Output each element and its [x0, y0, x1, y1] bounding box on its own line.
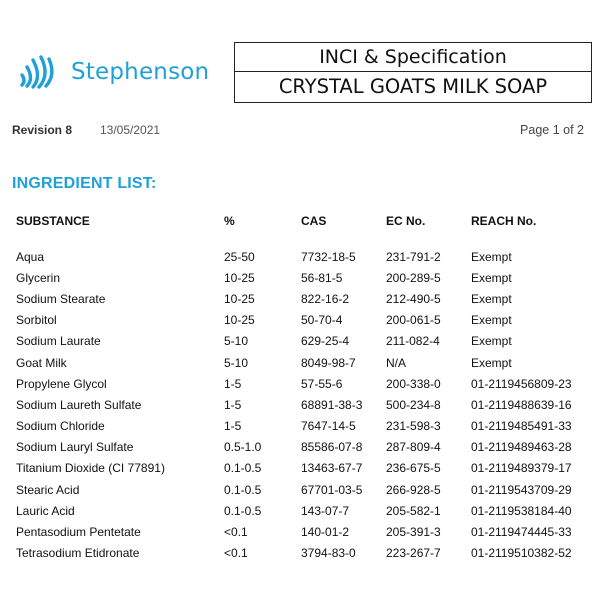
cell-substance: Tetrasodium Etidronate: [16, 546, 140, 561]
cell-ec-no: N/A: [386, 355, 407, 370]
cell-reach-no: 01-2119485491-33: [471, 419, 572, 434]
cell-percent: 1-5: [224, 376, 242, 391]
table-row: [16, 479, 591, 500]
cell-substance: Pentasodium Pentetate: [16, 525, 141, 540]
cell-ec-no: 223-267-7: [386, 546, 441, 561]
brand-name: Stephenson: [71, 59, 210, 85]
cell-reach-no: Exempt: [471, 270, 512, 285]
cell-reach-no: 01-2119488639-16: [471, 397, 572, 412]
table-header-row: [16, 214, 591, 236]
cell-substance: Sodium Chloride: [16, 419, 105, 434]
cell-percent: 0.1-0.5: [224, 461, 262, 476]
revision-date: 13/05/2021: [100, 123, 161, 137]
cell-percent: 5-10: [224, 334, 249, 349]
cell-substance: Titanium Dioxide (CI 77891): [16, 461, 165, 476]
column-header-cas: CAS: [301, 214, 327, 228]
cell-substance: Sodium Laurate: [16, 334, 101, 349]
cell-cas: 57-55-6: [301, 376, 343, 391]
cell-reach-no: Exempt: [471, 313, 512, 328]
cell-reach-no: Exempt: [471, 249, 512, 264]
ingredient-list-heading: INGREDIENT LIST:: [12, 175, 157, 192]
cell-percent: 10-25: [224, 291, 255, 306]
column-header-substance: SUBSTANCE: [16, 214, 90, 228]
cell-cas: 8049-98-7: [301, 355, 356, 370]
cell-cas: 822-16-2: [301, 291, 350, 306]
cell-substance: Sodium Lauryl Sulfate: [16, 440, 134, 455]
stephenson-wave-logo-icon: [14, 55, 64, 89]
column-header-ec-no: EC No.: [386, 214, 426, 228]
ingredient-table-body: [16, 236, 591, 564]
table-row: [16, 373, 591, 394]
cell-percent: 5-10: [224, 355, 249, 370]
cell-substance: Stearic Acid: [16, 482, 80, 497]
cell-percent: 1-5: [224, 397, 242, 412]
document-title-line-1: INCI & Specification: [234, 42, 592, 71]
cell-reach-no: 01-2119489463-28: [471, 440, 572, 455]
column-header-reach-no: REACH No.: [471, 214, 537, 228]
table-row: [16, 416, 591, 437]
cell-cas: 143-07-7: [301, 503, 350, 518]
table-row: [16, 394, 591, 415]
cell-percent: 0.5-1.0: [224, 440, 262, 455]
cell-ec-no: 266-928-5: [386, 482, 441, 497]
cell-percent: 10-25: [224, 313, 255, 328]
document-title-box: [234, 42, 592, 102]
cell-ec-no: 500-234-8: [386, 397, 441, 412]
table-row: [16, 310, 591, 331]
cell-cas: 56-81-5: [301, 270, 343, 285]
table-row: [16, 352, 591, 373]
cell-ec-no: 212-490-5: [386, 291, 441, 306]
cell-ec-no: 200-061-5: [386, 313, 441, 328]
cell-reach-no: 01-2119456809-23: [471, 376, 572, 391]
cell-percent: 1-5: [224, 419, 242, 434]
cell-cas: 68891-38-3: [301, 397, 363, 412]
table-row: [16, 267, 591, 288]
cell-cas: 629-25-4: [301, 334, 350, 349]
cell-ec-no: 205-391-3: [386, 525, 441, 540]
table-row: [16, 521, 591, 542]
cell-substance: Sodium Stearate: [16, 291, 106, 306]
cell-cas: 3794-83-0: [301, 546, 356, 561]
cell-cas: 7647-14-5: [301, 419, 356, 434]
cell-percent: 0.1-0.5: [224, 482, 262, 497]
cell-reach-no: Exempt: [471, 334, 512, 349]
cell-reach-no: Exempt: [471, 355, 512, 370]
cell-reach-no: 01-2119474445-33: [471, 525, 572, 540]
cell-reach-no: 01-2119538184-40: [471, 503, 572, 518]
cell-percent: 0.1-0.5: [224, 503, 262, 518]
cell-percent: <0.1: [224, 525, 248, 540]
table-row: [16, 500, 591, 521]
cell-reach-no: Exempt: [471, 291, 512, 306]
cell-percent: 10-25: [224, 270, 255, 285]
page-number: Page 1 of 2: [520, 123, 584, 137]
cell-cas: 13463-67-7: [301, 461, 363, 476]
cell-cas: 50-70-4: [301, 313, 343, 328]
cell-ec-no: 287-809-4: [386, 440, 441, 455]
revision-label: Revision 8: [12, 123, 73, 137]
table-spacer: [16, 236, 591, 246]
cell-ec-no: 231-791-2: [386, 249, 441, 264]
cell-cas: 67701-03-5: [301, 482, 363, 497]
table-row: [16, 458, 591, 479]
cell-ec-no: 211-082-4: [386, 334, 440, 349]
table-row: [16, 288, 591, 309]
cell-percent: <0.1: [224, 546, 248, 561]
cell-ec-no: 236-675-5: [386, 461, 441, 476]
cell-substance: Sorbitol: [16, 313, 57, 328]
cell-ec-no: 200-338-0: [386, 376, 441, 391]
cell-ec-no: 200-289-5: [386, 270, 441, 285]
cell-reach-no: 01-2119510382-52: [471, 546, 572, 561]
table-row: [16, 543, 591, 564]
cell-substance: Propylene Glycol: [16, 376, 107, 391]
column-header-percent: %: [224, 214, 235, 228]
cell-reach-no: 01-2119543709-29: [471, 482, 572, 497]
table-row: [16, 437, 591, 458]
cell-substance: Sodium Laureth Sulfate: [16, 397, 142, 412]
cell-cas: 7732-18-5: [301, 249, 356, 264]
cell-ec-no: 205-582-1: [386, 503, 441, 518]
cell-percent: 25-50: [224, 249, 255, 264]
ingredient-table: [16, 214, 591, 564]
cell-cas: 140-01-2: [301, 525, 350, 540]
product-name-title: CRYSTAL GOATS MILK SOAP: [234, 71, 592, 103]
cell-substance: Lauric Acid: [16, 503, 75, 518]
cell-ec-no: 231-598-3: [386, 419, 441, 434]
cell-cas: 85586-07-8: [301, 440, 363, 455]
table-row: [16, 331, 591, 352]
cell-substance: Glycerin: [16, 270, 61, 285]
brand-logo: [14, 52, 209, 92]
cell-substance: Goat Milk: [16, 355, 67, 370]
cell-substance: Aqua: [16, 249, 45, 264]
cell-reach-no: 01-2119489379-17: [471, 461, 572, 476]
table-row: [16, 246, 591, 267]
